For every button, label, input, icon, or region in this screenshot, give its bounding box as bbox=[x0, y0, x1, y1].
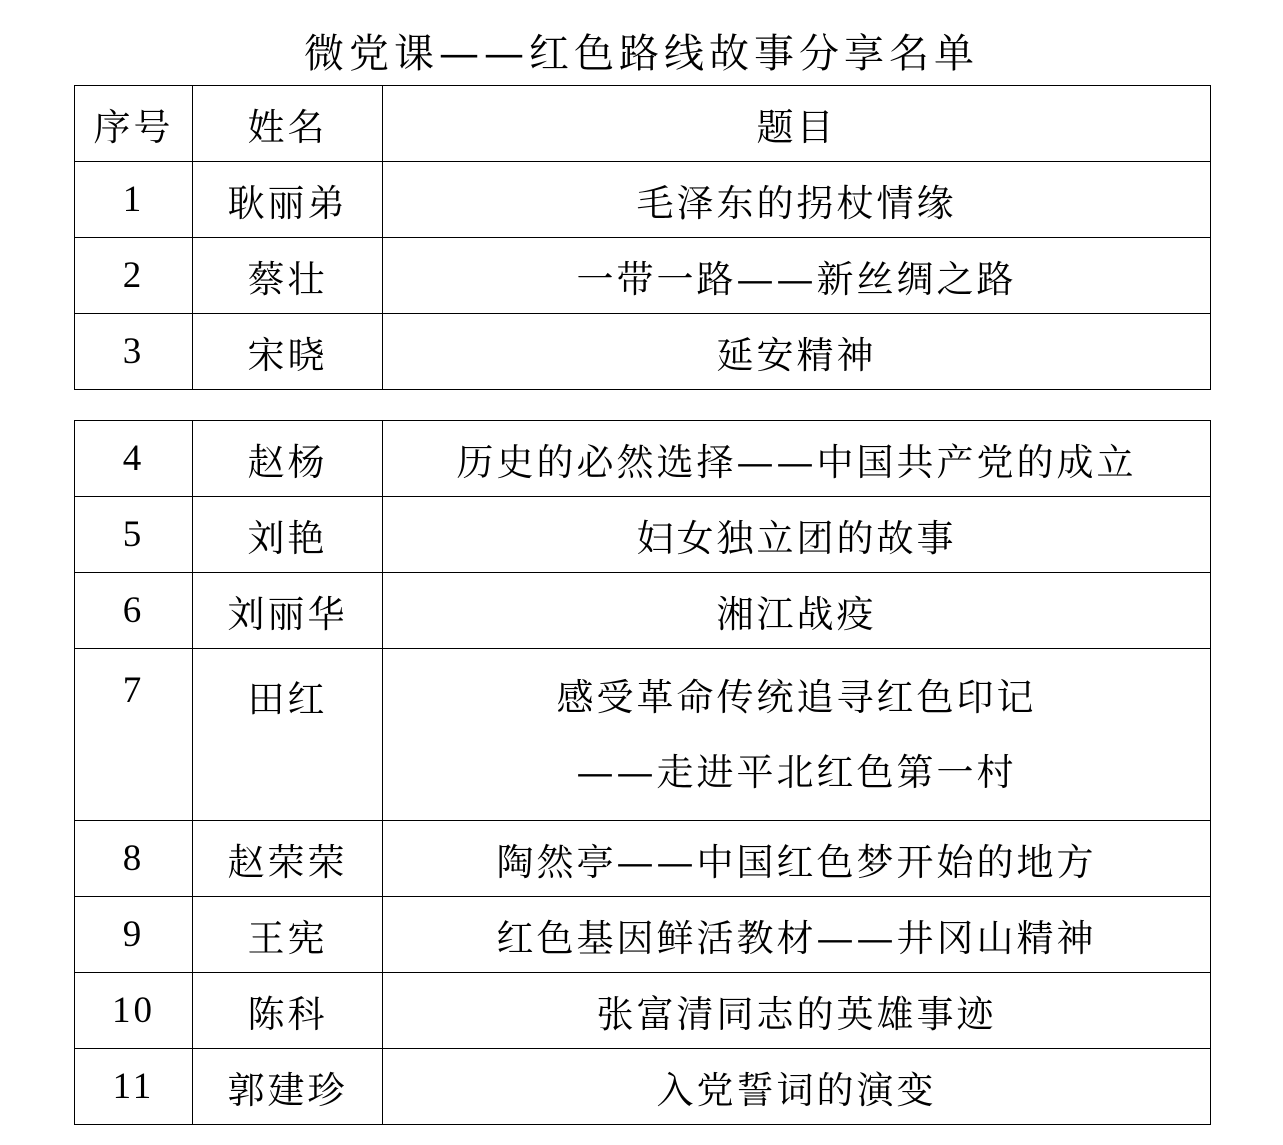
row-name: 蔡壮 bbox=[193, 238, 383, 314]
header-cell-name: 姓名 bbox=[193, 86, 383, 162]
row-topic: 入党誓词的演变 bbox=[383, 1049, 1211, 1125]
row-name: 王宪 bbox=[193, 897, 383, 973]
document-title: 微党课——红色路线故事分享名单 bbox=[304, 31, 979, 77]
table-row bbox=[75, 573, 1211, 649]
row-topic: 张富清同志的英雄事迹 bbox=[383, 973, 1211, 1049]
row-topic: 毛泽东的拐杖情缘 bbox=[383, 162, 1211, 238]
row-topic: 一带一路——新丝绸之路 bbox=[383, 238, 1211, 314]
share-list-table-part-1 bbox=[74, 85, 1211, 390]
row-topic: 历史的必然选择——中国共产党的成立 bbox=[383, 421, 1211, 497]
row-name: 郭建珍 bbox=[193, 1049, 383, 1125]
row-number: 6 bbox=[75, 573, 193, 649]
row-number: 7 bbox=[75, 649, 193, 821]
table-row bbox=[75, 497, 1211, 573]
row-topic-line-1: 感受革命传统追寻红色印记 bbox=[556, 675, 1037, 719]
row-name: 陈科 bbox=[193, 973, 383, 1049]
table-row bbox=[75, 821, 1211, 897]
table-row bbox=[75, 973, 1211, 1049]
row-topic: 陶然亭——中国红色梦开始的地方 bbox=[383, 821, 1211, 897]
row-topic: 红色基因鲜活教材——井冈山精神 bbox=[383, 897, 1211, 973]
row-topic: 妇女独立团的故事 bbox=[383, 497, 1211, 573]
row-name: 刘丽华 bbox=[193, 573, 383, 649]
row-number: 1 bbox=[75, 162, 193, 238]
row-name: 宋晓 bbox=[193, 314, 383, 390]
table-row bbox=[75, 421, 1211, 497]
row-name: 赵杨 bbox=[193, 421, 383, 497]
row-number: 4 bbox=[75, 421, 193, 497]
row-name: 刘艳 bbox=[193, 497, 383, 573]
row-number: 5 bbox=[75, 497, 193, 573]
table-row bbox=[75, 1049, 1211, 1125]
table-row bbox=[75, 162, 1211, 238]
row-name: 田红 bbox=[193, 649, 383, 821]
table-row bbox=[75, 649, 1211, 821]
header-cell-topic: 题目 bbox=[383, 86, 1211, 162]
share-list-table-part-2 bbox=[74, 420, 1211, 1125]
row-topic-line-2: ——走进平北红色第一村 bbox=[576, 750, 1017, 794]
header-cell-no: 序号 bbox=[75, 86, 193, 162]
row-topic: 延安精神 bbox=[383, 314, 1211, 390]
row-number: 2 bbox=[75, 238, 193, 314]
row-number: 3 bbox=[75, 314, 193, 390]
row-topic bbox=[383, 649, 1211, 821]
row-number: 8 bbox=[75, 821, 193, 897]
table-row bbox=[75, 897, 1211, 973]
row-number: 10 bbox=[75, 973, 193, 1049]
row-number: 9 bbox=[75, 897, 193, 973]
table-header-row bbox=[75, 86, 1211, 162]
table-row bbox=[75, 238, 1211, 314]
row-name: 赵荣荣 bbox=[193, 821, 383, 897]
row-name: 耿丽弟 bbox=[193, 162, 383, 238]
table-row bbox=[75, 314, 1211, 390]
row-topic: 湘江战疫 bbox=[383, 573, 1211, 649]
row-number: 11 bbox=[75, 1049, 193, 1125]
